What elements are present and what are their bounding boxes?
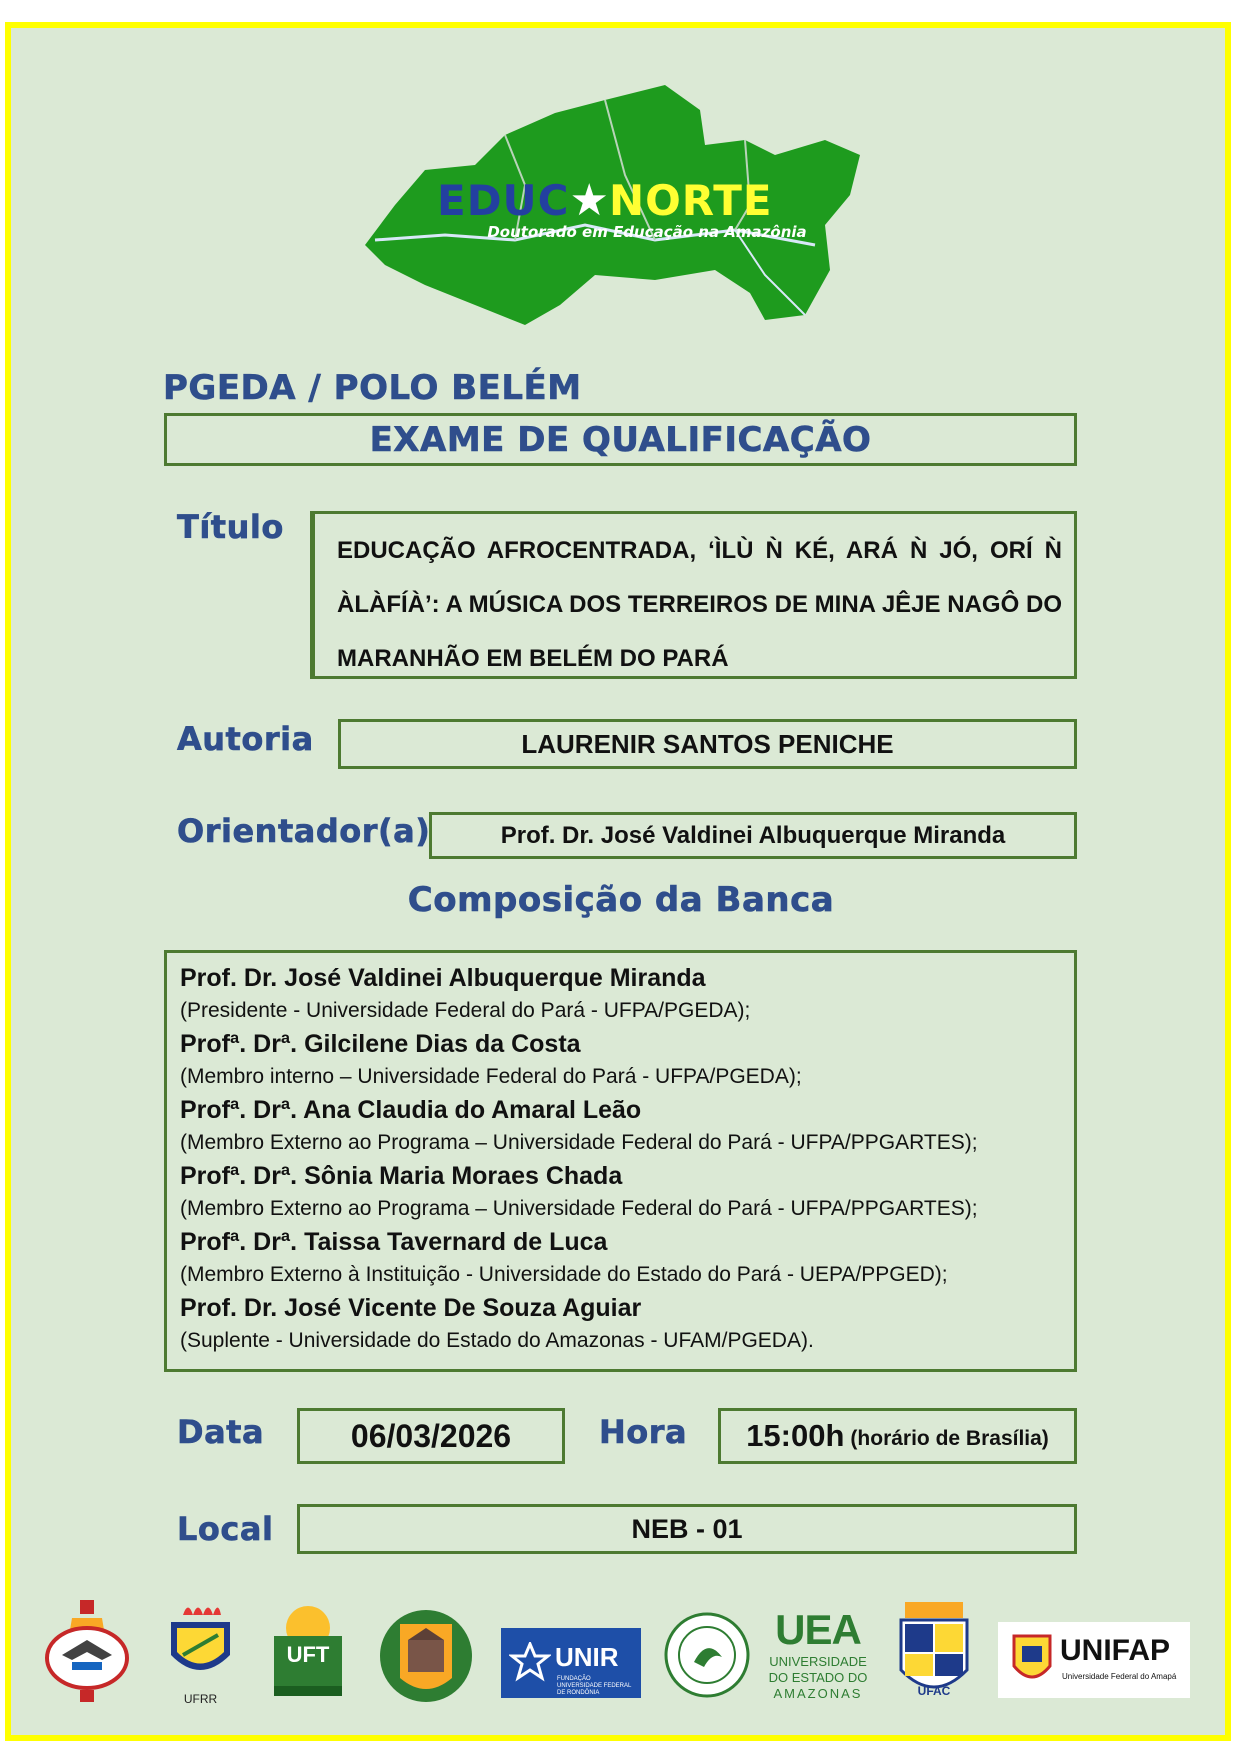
unir-label: UNIR: [555, 1642, 619, 1672]
uea-label: UEA: [775, 1606, 861, 1653]
banca-member: [180, 1291, 1064, 1357]
ufac-label: UFAC: [917, 1684, 951, 1698]
member-name: Profª. Drª. Taissa Tavernard de Luca: [180, 1228, 608, 1256]
ufrr-label: UFRR: [183, 1692, 218, 1706]
banca-box: [164, 950, 1077, 1372]
unir-logo: [501, 1628, 641, 1698]
member-role: (Membro Externo à Instituição - Universidade do Estado do Pará - UEPA/PPGED);: [180, 1263, 948, 1286]
unifap-logo: [998, 1622, 1190, 1698]
unir-sublabel: FUNDAÇÃO UNIVERSIDADE FEDERAL DE RONDÔNIA: [557, 1676, 632, 1696]
banca-member: [180, 1225, 1064, 1291]
ufam-seal-icon: [664, 1612, 750, 1698]
orientador-label: Orientador(a): [177, 812, 431, 850]
logo-wordmark: [437, 175, 877, 226]
ufrr-logo: [163, 1600, 238, 1710]
star-icon: ★: [569, 175, 609, 226]
partner-logos: [0, 1600, 1242, 1720]
member-role: (Membro Externo ao Programa – Universidade Federal do Pará - UFPA/PPGARTES);: [180, 1197, 978, 1220]
member-name: Profª. Drª. Gilcilene Dias da Costa: [180, 1030, 581, 1058]
member-name: Prof. Dr. José Valdinei Albuquerque Miranda: [180, 964, 706, 992]
local-value: NEB - 01: [631, 1513, 743, 1544]
uft-logo: [268, 1600, 348, 1710]
titulo-box: [310, 511, 1077, 679]
local-box: [297, 1504, 1077, 1554]
uft-label: UFT: [286, 1642, 330, 1667]
autoria-value: LAURENIR SANTOS PENICHE: [521, 728, 894, 759]
member-role: (Presidente - Universidade Federal do Pará - UFPA/PGEDA);: [180, 999, 751, 1022]
banca-heading: Composição da Banca: [407, 880, 835, 920]
uea-sublabel-2: DO ESTADO DO: [768, 1670, 868, 1685]
member-role: (Suplente - Universidade do Estado do Amazonas - UFAM/PGEDA).: [180, 1329, 814, 1352]
unir-star-icon: [509, 1642, 551, 1684]
ufpa-logo: [42, 1600, 132, 1705]
hora-note: (horário de Brasília): [850, 1427, 1049, 1450]
logo-subtitle: Doutorado em Educação na Amazônia: [487, 223, 807, 241]
banca-member: [180, 961, 1064, 1027]
uea-sublabel-3: AMAZONAS: [773, 1686, 863, 1701]
banca-member: [180, 1027, 1064, 1093]
banca-member: [180, 1093, 1064, 1159]
data-label: Data: [177, 1413, 265, 1451]
titulo-text: EDUCAÇÃO AFROCENTRADA, ‘ÌLÙ Ǹ KÉ, ARÁ Ǹ JÓ, ORÍ Ǹ ÀLÀFÍÀ’: A MÚSICA DOS TERREIROS DE MINA JÊJE NAGÔ DO MARANHÃO EM BELÉM DO PARÁ: [337, 537, 1062, 672]
member-name: Prof. Dr. José Vicente De Souza Aguiar: [180, 1294, 642, 1322]
hora-value: 15:00h: [746, 1418, 845, 1453]
autoria-label: Autoria: [177, 720, 314, 758]
uea-sublabel-1: UNIVERSIDADE: [769, 1654, 867, 1669]
member-role: (Membro Externo ao Programa – Universidade Federal do Pará - UFPA/PPGARTES);: [180, 1131, 978, 1154]
logo-educ: EDUC: [437, 176, 570, 225]
educ-norte-logo: [355, 65, 875, 335]
data-value: 06/03/2026: [350, 1417, 512, 1454]
exam-title-box: [164, 413, 1077, 466]
ufac-logo: [895, 1600, 973, 1706]
orientador-value: Prof. Dr. José Valdinei Albuquerque Miranda: [500, 821, 1006, 849]
banca-list: [180, 961, 1064, 1357]
data-box: [297, 1408, 565, 1464]
ufpa-crest-icon: [42, 1600, 132, 1705]
local-label: Local: [177, 1510, 274, 1548]
ufopa-crest-icon: [378, 1600, 474, 1710]
ufrr-shield-icon: [163, 1600, 238, 1690]
ufopa-logo: [378, 1600, 474, 1710]
unifap-crest-icon: [1008, 1632, 1056, 1688]
unifap-label: UNIFAP: [1060, 1634, 1171, 1667]
uea-logo: [768, 1606, 868, 1706]
orientador-box: [429, 812, 1077, 859]
hora-box: [718, 1408, 1077, 1464]
autoria-box: [338, 719, 1077, 769]
exam-title: EXAME DE QUALIFICAÇÃO: [369, 419, 872, 460]
logo-norte: NORTE: [608, 176, 773, 225]
program-heading: PGEDA / POLO BELÉM: [163, 368, 582, 408]
banca-member: [180, 1159, 1064, 1225]
member-name: Profª. Drª. Ana Claudia do Amaral Leão: [180, 1096, 642, 1124]
unifap-sublabel: Universidade Federal do Amapá: [1062, 1672, 1177, 1681]
hora-label: Hora: [599, 1413, 688, 1451]
titulo-label: Título: [177, 508, 284, 546]
member-role: (Membro interno – Universidade Federal do Pará - UFPA/PGEDA);: [180, 1065, 802, 1088]
member-name: Profª. Drª. Sônia Maria Moraes Chada: [180, 1162, 623, 1190]
ufam-logo: [664, 1612, 750, 1698]
